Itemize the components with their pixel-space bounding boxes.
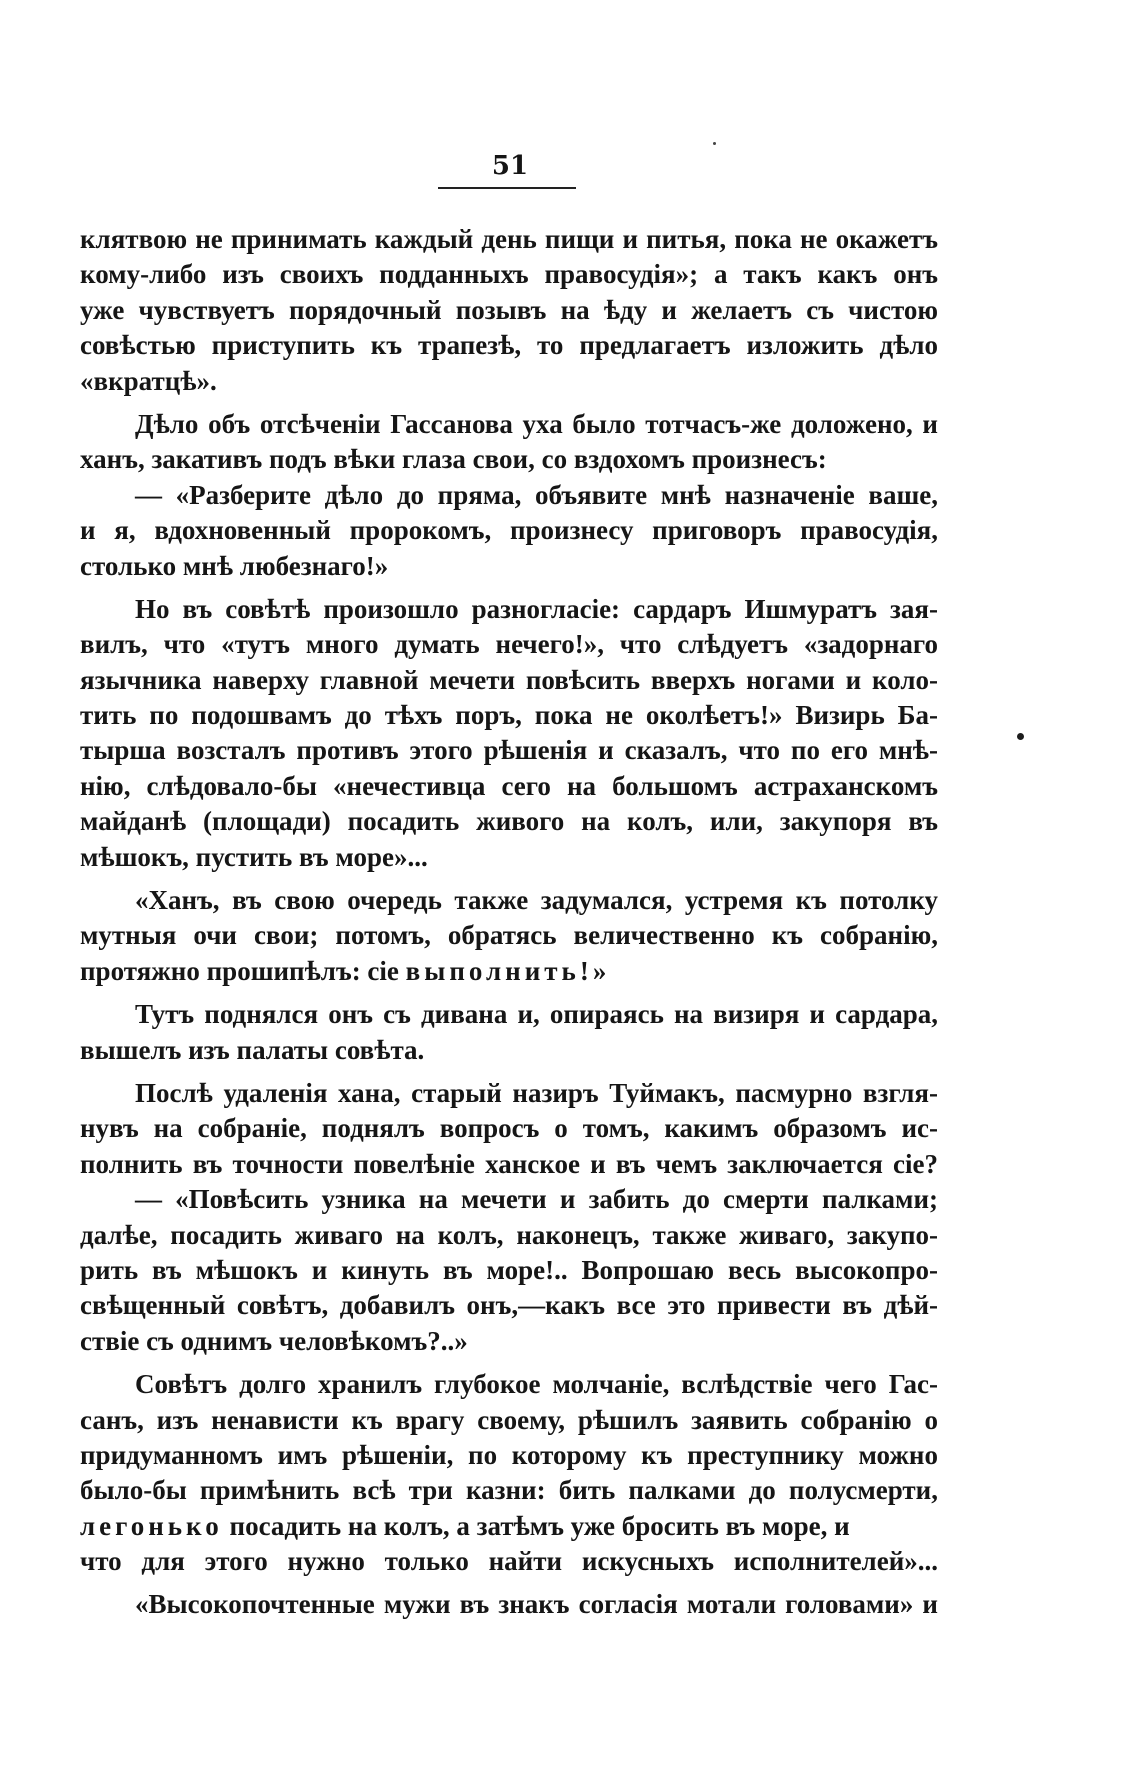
text-line: санъ, изъ ненависти къ врагу своему, рѣшилъ заявить собранію о <box>80 1404 938 1435</box>
paragraph-gap <box>80 584 938 592</box>
text-line: «вкратцѣ». <box>80 365 217 396</box>
page-number: 51 <box>491 151 529 181</box>
text-line: Но въ совѣтѣ произошло разногласіе: сардаръ Ишмуратъ зая- <box>135 593 938 624</box>
text-line: уже чувствуетъ порядочный позывъ на ѣду и желаетъ съ чистою <box>80 294 938 325</box>
text-line: придуманномъ имъ рѣшеніи, по которому къ преступнику можно <box>80 1439 938 1470</box>
text-line: нію, слѣдовало-бы «нечестивца сего на большомъ астраханскомъ <box>80 770 938 801</box>
text-line: нувъ на собраніе, поднялъ вопросъ о томъ, какимъ образомъ ис- <box>80 1113 938 1144</box>
text-line: совѣстью приступить къ трапезѣ, то предлагаетъ изложить дѣло <box>80 330 938 361</box>
text-line: — «Повѣсить узника на мечети и забить до смерти палками; <box>135 1184 938 1215</box>
text-line: мѣшокъ, пустить въ море»... <box>80 841 428 872</box>
text-line: тить по подошвамъ до тѣхъ поръ, пока не околѣетъ!» Визирь Ба- <box>80 700 938 731</box>
text-line: вышелъ изъ палаты совѣта. <box>80 1034 425 1065</box>
paragraph-gap <box>80 1579 938 1587</box>
spaced-emphasis: выполнить! <box>405 955 593 986</box>
text-line: Тутъ поднялся онъ съ дивана и, опираясь на визиря и сардара, <box>135 999 938 1030</box>
text-line: вилъ, что «тутъ много думать нечего!», что слѣдуетъ «задорнаго <box>80 629 938 660</box>
text-line: Дѣло объ отсѣченіи Гассанова уха было тотчасъ-же доложено, и <box>135 408 938 439</box>
text-line: язычника наверху главной мечети повѣсить вверхъ ногами и коло- <box>80 664 938 695</box>
text-line: ствіе съ однимъ человѣкомъ?..» <box>80 1325 468 1356</box>
paragraph-gap <box>80 989 938 997</box>
paragraph-gap <box>80 875 938 883</box>
ink-speck <box>1017 733 1024 740</box>
text-line-end: посадить на колъ, а затѣмъ уже бросить въ море, и <box>222 1510 850 1541</box>
paragraph-gap <box>80 399 938 407</box>
text-line: полнить въ точности повелѣніе ханское и въ чемъ заключается сіе? <box>80 1148 938 1179</box>
page-number-rule <box>438 187 576 189</box>
text-line-end: » <box>592 955 607 986</box>
text-line: кому-либо изъ своихъ подданныхъ правосудія»; а такъ какъ онъ <box>80 259 938 290</box>
text-line: столько мнѣ любезнаго!» <box>80 550 389 581</box>
text-line: тырша возсталъ противъ этого рѣшенія и сказалъ, что по его мнѣ- <box>80 735 938 766</box>
text-line <box>80 1509 938 1544</box>
paragraph-gap <box>80 1068 938 1076</box>
text-line: Послѣ удаленія хана, старый назиръ Туймакъ, пасмурно взгля- <box>135 1077 938 1108</box>
text-line: «Ханъ, въ свою очередь также задумался, устремя къ потолку <box>135 885 938 916</box>
body-text <box>80 222 938 1623</box>
text-line: далѣе, посадить живаго на колъ, наконецъ, также живаго, закупо- <box>80 1219 938 1250</box>
text-line: свѣщенный совѣтъ, добавилъ онъ,—какъ все это привести въ дѣй- <box>80 1290 938 1321</box>
text-line: — «Разберите дѣло до пряма, объявите мнѣ назначеніе ваше, <box>135 479 938 510</box>
text-line: рить въ мѣшокъ и кинуть въ море!.. Вопрошаю весь высокопро- <box>80 1254 938 1285</box>
spaced-emphasis: легонько <box>80 1510 223 1541</box>
paragraph-gap <box>80 1359 938 1367</box>
text-line: и я, вдохновенный пророкомъ, произнесу приговоръ правосудія, <box>80 515 938 546</box>
text-line: «Высокопочтенные мужи въ знакъ согласія мотали головами» и <box>135 1589 938 1620</box>
text-line: майданѣ (площади) посадить живого на колъ, или, закупоря въ <box>80 806 938 837</box>
text-line: Совѣтъ долго хранилъ глубокое молчаніе, вслѣдствіе чего Гас- <box>135 1369 938 1400</box>
text-line-start: протяжно прошипѣлъ: сіе <box>80 955 406 986</box>
text-line <box>80 954 938 989</box>
text-line: клятвою не принимать каждый день пищи и питья, пока не окажетъ <box>80 224 938 254</box>
text-line: что для этого нужно только найти искусныхъ исполнителей»... <box>80 1546 938 1577</box>
ink-speck <box>713 142 716 145</box>
text-line: было-бы примѣнить всѣ три казни: бить палками до полусмерти, <box>80 1475 938 1506</box>
text-line: ханъ, закативъ подъ вѣки глаза свои, со вздохомъ произнесъ: <box>80 444 827 475</box>
text-line: мутныя очи свои; потомъ, обратясь величественно къ собранію, <box>80 920 938 951</box>
